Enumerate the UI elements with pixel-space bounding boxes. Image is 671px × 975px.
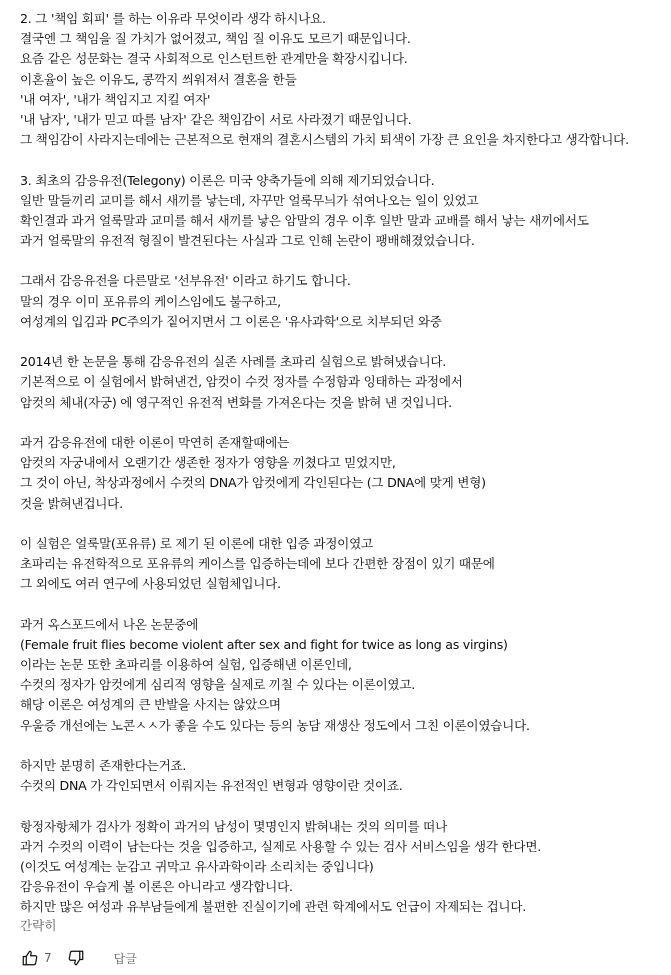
comment-line: 수컷의 DNA 가 각인되면서 이뤄지는 유전적인 변형과 영향이란 것이죠.	[20, 778, 403, 794]
comment-line: 이혼율이 높은 이유도, 콩깍지 씌워져서 결혼을 한들	[20, 71, 297, 87]
comment-line: 3. 최초의 감응유전(Telegony) 이론은 미국 양축가들에 의해 제기되었습니다.	[20, 172, 435, 188]
comment-line: (이것도 여성계는 눈감고 귀막고 유사과학이라 소리치는 중입니다)	[20, 858, 374, 874]
comment-line: 일반 말들끼리 교미를 해서 새끼를 낳는데, 자꾸만 얼룩무늬가 섞여나오는 일이 있었고	[20, 192, 479, 208]
comment-line: 이라는 논문 또한 초파리를 이용하여 실험, 입증해낸 이론인데,	[20, 657, 352, 672]
comment-line: (Female fruit flies become violent after sex and fight for twice as long as virgins)	[20, 636, 508, 652]
paragraph-gap	[20, 736, 666, 756]
comment-line: 항정자항체가 검사가 정확이 과거의 남성이 몇명인지 밝혀내는 것의 의미를 떠나	[20, 818, 447, 834]
comment-line: 과거 수컷의 이력이 남는다는 것을 입증하고, 실제로 사용할 수 있는 검사 서비스임을 생각 한다면.	[20, 838, 542, 854]
thumbs-down-icon	[67, 949, 85, 967]
comment-line: 그 외에도 여러 연구에 사용되었던 실험체입니다.	[20, 576, 281, 592]
comment-line: 수컷의 정자가 암컷에게 심리적 영향을 실제로 끼칠 수 있다는 이론이였고.	[20, 677, 415, 693]
comment-line: 감응유전이 우습게 볼 이론은 아니라고 생각합니다.	[20, 879, 293, 895]
comment-line: 암컷의 자궁내에서 오랜기간 생존한 정자가 영향을 끼쳤다고 믿었지만,	[20, 455, 396, 471]
comment-line: 말의 경우 이미 포유류의 케이스임에도 불구하고,	[20, 293, 281, 309]
comment-line: 우울증 개선에는 노콘ㅅㅅ가 좋을 수도 있다는 등의 농담 재생산 정도에서 그친 이론이였습니다.	[20, 717, 530, 733]
paragraph-gap	[20, 251, 666, 271]
comment-line: 암컷의 체내(자궁) 에 영구적인 유전적 변화를 가져온다는 것을 밝혀 낸 것입니다.	[20, 394, 452, 410]
comment-line: 과거 감응유전에 대한 이론이 막연히 존재할때에는	[20, 434, 289, 450]
paragraph-gap	[20, 332, 666, 352]
comment-line: 확인결과 과거 얼룩말과 교미를 해서 새끼를 낳은 암말의 경우 이후 일반 말과 교배를 해서 낳는 새끼에서도	[20, 212, 589, 228]
comment-line: 그 책임감이 사라지는데에는 근본적으로 현재의 결혼시스템의 가치 퇴색이 가장 큰 요인을 차지한다고 생각합니다.	[20, 132, 629, 148]
comment-line: 과거 얼룩말의 유전적 형질이 발견된다는 사실과 그로 인해 논란이 팽배해졌었습니다.	[20, 233, 475, 249]
comment-line: 결국엔 그 책임을 질 가치가 없어졌고, 책임 질 이유도 모르기 때문입니다.	[20, 31, 411, 47]
comment-text	[20, 9, 666, 917]
comment-line: 이 실험은 얼룩말(포유류) 로 제기 된 이론에 대한 입증 과정이였고	[20, 535, 373, 551]
paragraph-gap	[20, 413, 666, 433]
comment-line: 요즘 같은 성문화는 결국 사회적으로 인스턴트한 관계만을 확장시킵니다.	[20, 51, 408, 67]
show-less-button[interactable]: 간략히	[20, 918, 57, 933]
like-count: 7	[44, 951, 52, 965]
comment-line: 2014년 한 논문을 통해 감응유전의 실존 사례를 초파리 실험으로 밝혀냈습니다.	[20, 354, 447, 370]
comment-line: 초파리는 유전학적으로 포유류의 케이스를 입증하는데에 보다 간편한 장점이 있기 때문에	[20, 556, 495, 572]
comment-line: 하지만 많은 여성과 유부남들에게 불편한 진실이기에 관련 학계에서도 언급이 자제되는 겁니다.	[20, 899, 526, 915]
comment-line: 그 것이 아닌, 착상과정에서 수컷의 DNA가 암컷에게 각인된다는 (그 DNA에 맞게 변형)	[20, 475, 486, 491]
comment-line: 하지만 분명히 존재한다는거죠.	[20, 757, 187, 773]
paragraph-gap	[20, 514, 666, 534]
comment-line: '내 남자', '내가 믿고 따를 남자' 같은 책임감이 서로 사라졌기 때문입니다.	[20, 111, 412, 127]
comment-action-bar	[20, 947, 137, 969]
comment-line: '내 여자', '내가 책임지고 지킬 여자'	[20, 91, 211, 107]
paragraph-gap	[20, 594, 666, 614]
like-button[interactable]	[20, 948, 40, 968]
comment-line: 기본적으로 이 실험에서 밝혀낸건, 암컷이 수컷 정자를 수정함과 잉태하는 과정에서	[20, 374, 463, 390]
paragraph-gap	[20, 150, 666, 170]
comment-line: 해당 이론은 여성계의 큰 반발을 사지는 않았으며	[20, 697, 281, 713]
paragraph-gap	[20, 796, 666, 816]
thumbs-up-icon	[21, 949, 39, 967]
comment-line: 것을 밝혀낸겁니다.	[20, 495, 123, 511]
comment-line: 그래서 감응유전을 다른말로 '선부유전' 이라고 하기도 합니다.	[20, 273, 351, 289]
reply-button[interactable]: 답글	[113, 951, 137, 966]
comment-line: 여성계의 입김과 PC주의가 짙어지면서 그 이론은 '유사과학'으로 치부되던 와중	[20, 313, 442, 329]
dislike-button[interactable]	[66, 948, 86, 968]
comment-line: 과거 옥스포드에서 나온 논문중에	[20, 616, 199, 632]
comment-line: 2. 그 '책임 회피' 를 하는 이유라 무엇이라 생각 하시나요.	[20, 11, 326, 26]
